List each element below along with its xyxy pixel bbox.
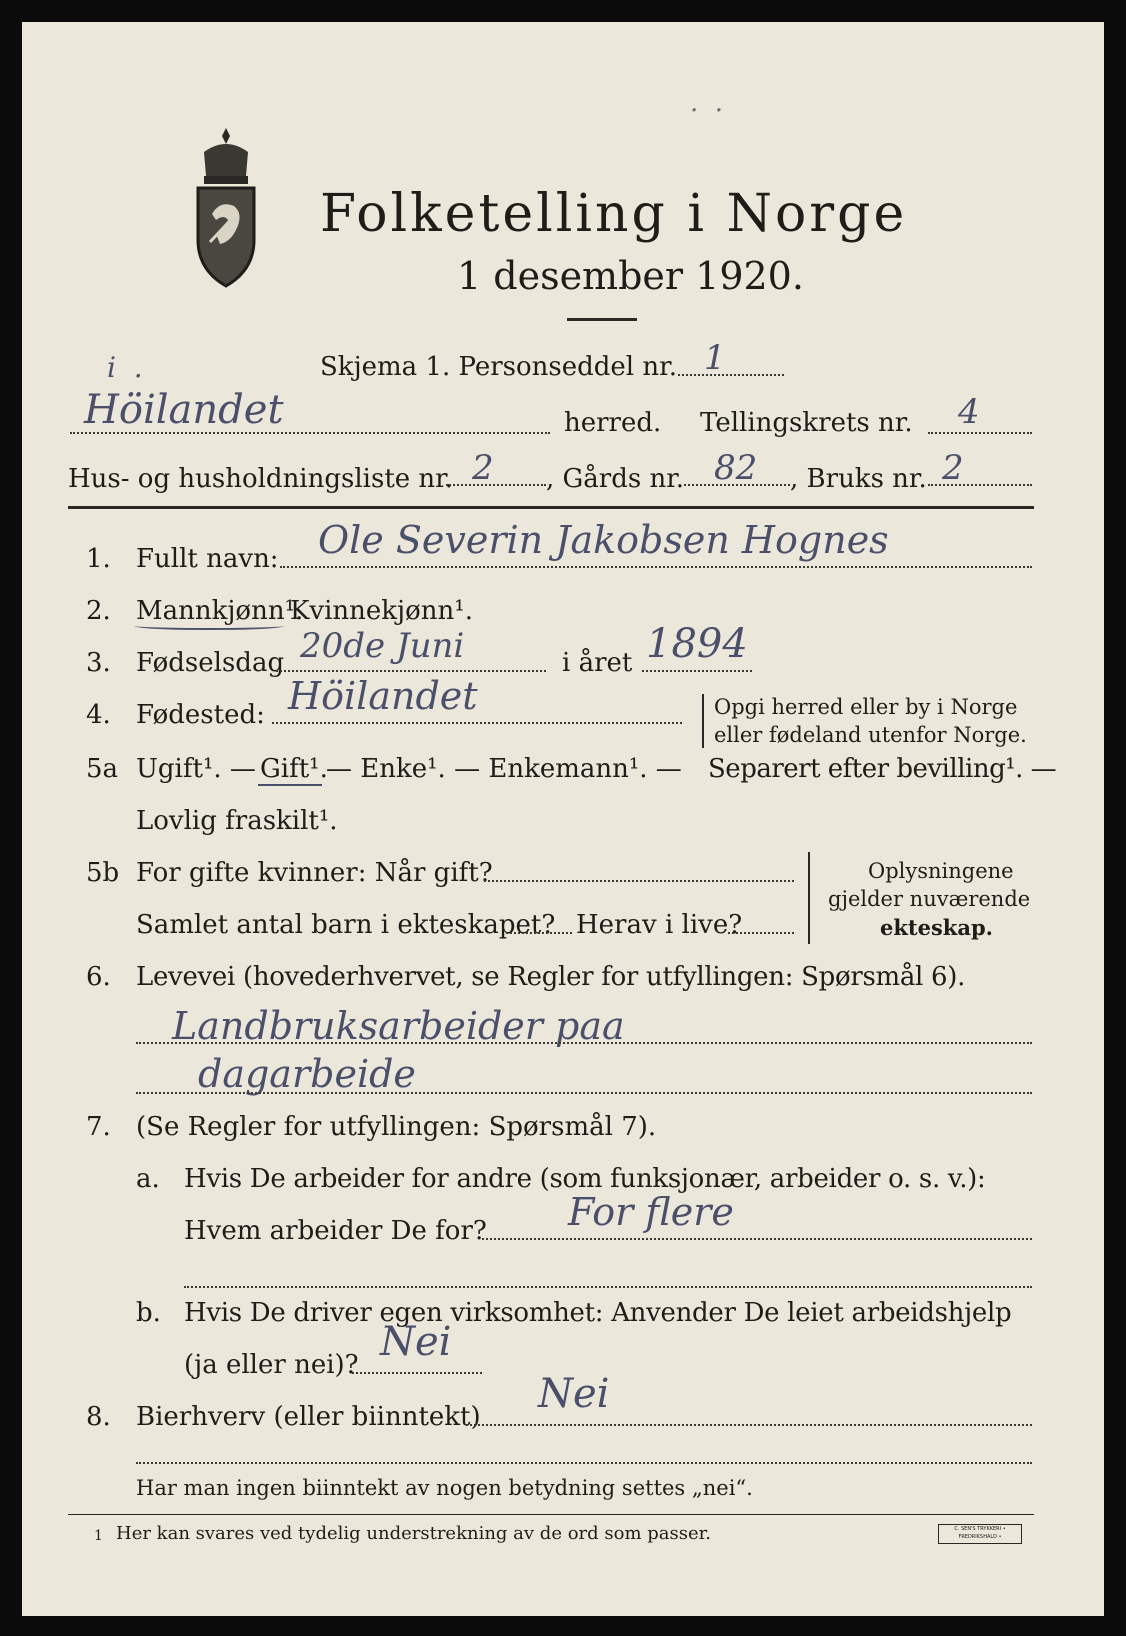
q6-label: Levevei (hovederhvervet, se Regler for utfyllingen: Spørsmål 6). [136, 962, 966, 992]
birth-year-value[interactable]: 1894 [646, 621, 748, 667]
printer-stamp: C. SEN'S TRYKKERI • FREDRIKSHALD • [938, 1524, 1022, 1544]
q3-label: Fødselsdag [136, 648, 285, 678]
title-divider [567, 318, 637, 321]
q7a-label: Hvem arbeider De for? [184, 1216, 487, 1246]
q7-number: 7. [86, 1112, 111, 1142]
q4-brace [702, 694, 704, 748]
q5b-living-line [728, 932, 794, 934]
form-title: Folketelling i Norge [320, 184, 908, 244]
q4-line [272, 722, 682, 724]
q7b-letter: b. [136, 1298, 161, 1328]
status-gift[interactable]: Gift¹. [260, 754, 328, 784]
status-ugift[interactable]: Ugift¹. — [136, 754, 256, 784]
occupation-value-line2[interactable]: dagarbeide [198, 1052, 416, 1096]
birthplace-value[interactable]: Höilandet [288, 674, 478, 718]
q5b-children-label: Samlet antal barn i ekteskapet? [136, 910, 556, 940]
q7a-letter: a. [136, 1164, 160, 1194]
q7a-text: Hvis De arbeider for andre (som funksjonær, arbeider o. s. v.): [184, 1164, 986, 1194]
bruks-value[interactable]: 2 [942, 448, 964, 488]
q8-number: 8. [86, 1402, 111, 1432]
q1-line [280, 566, 1032, 568]
tellingskrets-label: Tellingskrets nr. [700, 408, 913, 438]
q2-number: 2. [86, 596, 111, 626]
q4-note-line2: eller fødeland utenfor Norge. [714, 723, 1027, 747]
herred-label: herred. [564, 408, 662, 438]
husholdningsliste-line [446, 484, 546, 486]
q7b-line [352, 1372, 482, 1374]
q3-number: 3. [86, 648, 111, 678]
q5b-married-label: For gifte kvinner: Når gift? [136, 858, 493, 888]
tellingskrets-value[interactable]: 4 [958, 392, 980, 432]
hired-help-value[interactable]: Nei [380, 1319, 452, 1365]
gards-label: , Gårds nr. [546, 464, 685, 494]
q8-line2 [136, 1462, 1032, 1464]
q4-note-line1: Opgi herred eller by i Norge [714, 695, 1018, 719]
employer-value[interactable]: For flere [568, 1190, 734, 1234]
coat-of-arms-icon [190, 122, 262, 290]
husholdningsliste-value[interactable]: 2 [472, 448, 494, 488]
census-date: 1 desember 1920. [457, 254, 804, 298]
q3-day-line [276, 670, 546, 672]
male-option[interactable]: Mannkjønn¹. [136, 596, 304, 626]
q5b-brace [808, 852, 810, 944]
side-income-value[interactable]: Nei [538, 1371, 610, 1417]
q7-label: (Se Regler for utfyllingen: Spørsmål 7). [136, 1112, 657, 1142]
q1-number: 1. [86, 544, 111, 574]
q7a-line [482, 1238, 1032, 1240]
herred-value[interactable]: Höilandet [84, 387, 284, 433]
occupation-value-line1[interactable]: Landbruksarbeider paa [172, 1004, 625, 1048]
status-separert[interactable]: Separert efter bevilling¹. — [708, 754, 1057, 784]
q5b-note-line1: Oplysningene [868, 859, 1014, 883]
full-name-value[interactable]: Ole Severin Jakobsen Hognes [318, 518, 889, 562]
bruks-label: , Bruks nr. [790, 464, 927, 494]
q5b-note-line2: gjelder nuværende [828, 887, 1031, 911]
footnote-text: Her kan svares ved tydelig understrekning av de ord som passer. [116, 1523, 711, 1544]
q6-number: 6. [86, 962, 111, 992]
q6-line1 [136, 1042, 1032, 1044]
personseddel-line [678, 374, 784, 376]
q5b-children-line [506, 932, 572, 934]
q8-line [466, 1424, 1032, 1426]
husholdningsliste-label: Hus- og husholdningsliste nr. [68, 464, 454, 494]
q5b-note-line3: ekteskap. [880, 915, 993, 940]
q7b-label: (ja eller nei)? [184, 1350, 359, 1380]
q6-line2 [136, 1092, 1032, 1094]
q7a-line2 [184, 1286, 1032, 1288]
q5b-number: 5b [86, 858, 120, 888]
gift-underline [258, 784, 322, 786]
male-underline [134, 622, 284, 630]
q1-label: Fullt navn: [136, 544, 279, 574]
tellingskrets-line [928, 432, 1032, 434]
q5b-married-line [484, 880, 794, 882]
personseddel-value[interactable]: 1 [704, 338, 726, 378]
stray-mark: . . [690, 88, 724, 118]
stray-mark: i . [107, 351, 143, 384]
nei-note: Har man ingen biinntekt av nogen betydning settes „nei“. [136, 1476, 753, 1500]
q7b-text: Hvis De driver egen virksomhet: Anvender De leiet arbeidshjelp [184, 1298, 1012, 1328]
section-divider [68, 506, 1034, 509]
q3-year-label: i året [562, 648, 633, 678]
footnote-mark: 1 [94, 1528, 103, 1544]
gards-value[interactable]: 82 [714, 448, 758, 488]
female-option[interactable]: Kvinnekjønn¹. [290, 596, 473, 626]
status-fraskilt[interactable]: Lovlig fraskilt¹. [136, 806, 338, 836]
skjema-label: Skjema 1. Personseddel nr. [320, 352, 677, 382]
birth-day-value[interactable]: 20de Juni [300, 626, 465, 666]
q5a-number: 5a [86, 754, 119, 784]
status-enke-enkemann[interactable]: — Enke¹. — Enkemann¹. — [326, 754, 682, 784]
q4-label: Fødested: [136, 700, 265, 730]
q8-label: Bierhverv (eller biinntekt) [136, 1402, 481, 1432]
census-form [22, 22, 1104, 1616]
footnote-divider [68, 1514, 1034, 1515]
q5b-living-label: Herav i live? [576, 910, 743, 940]
q3-year-line [642, 670, 752, 672]
q4-number: 4. [86, 700, 111, 730]
